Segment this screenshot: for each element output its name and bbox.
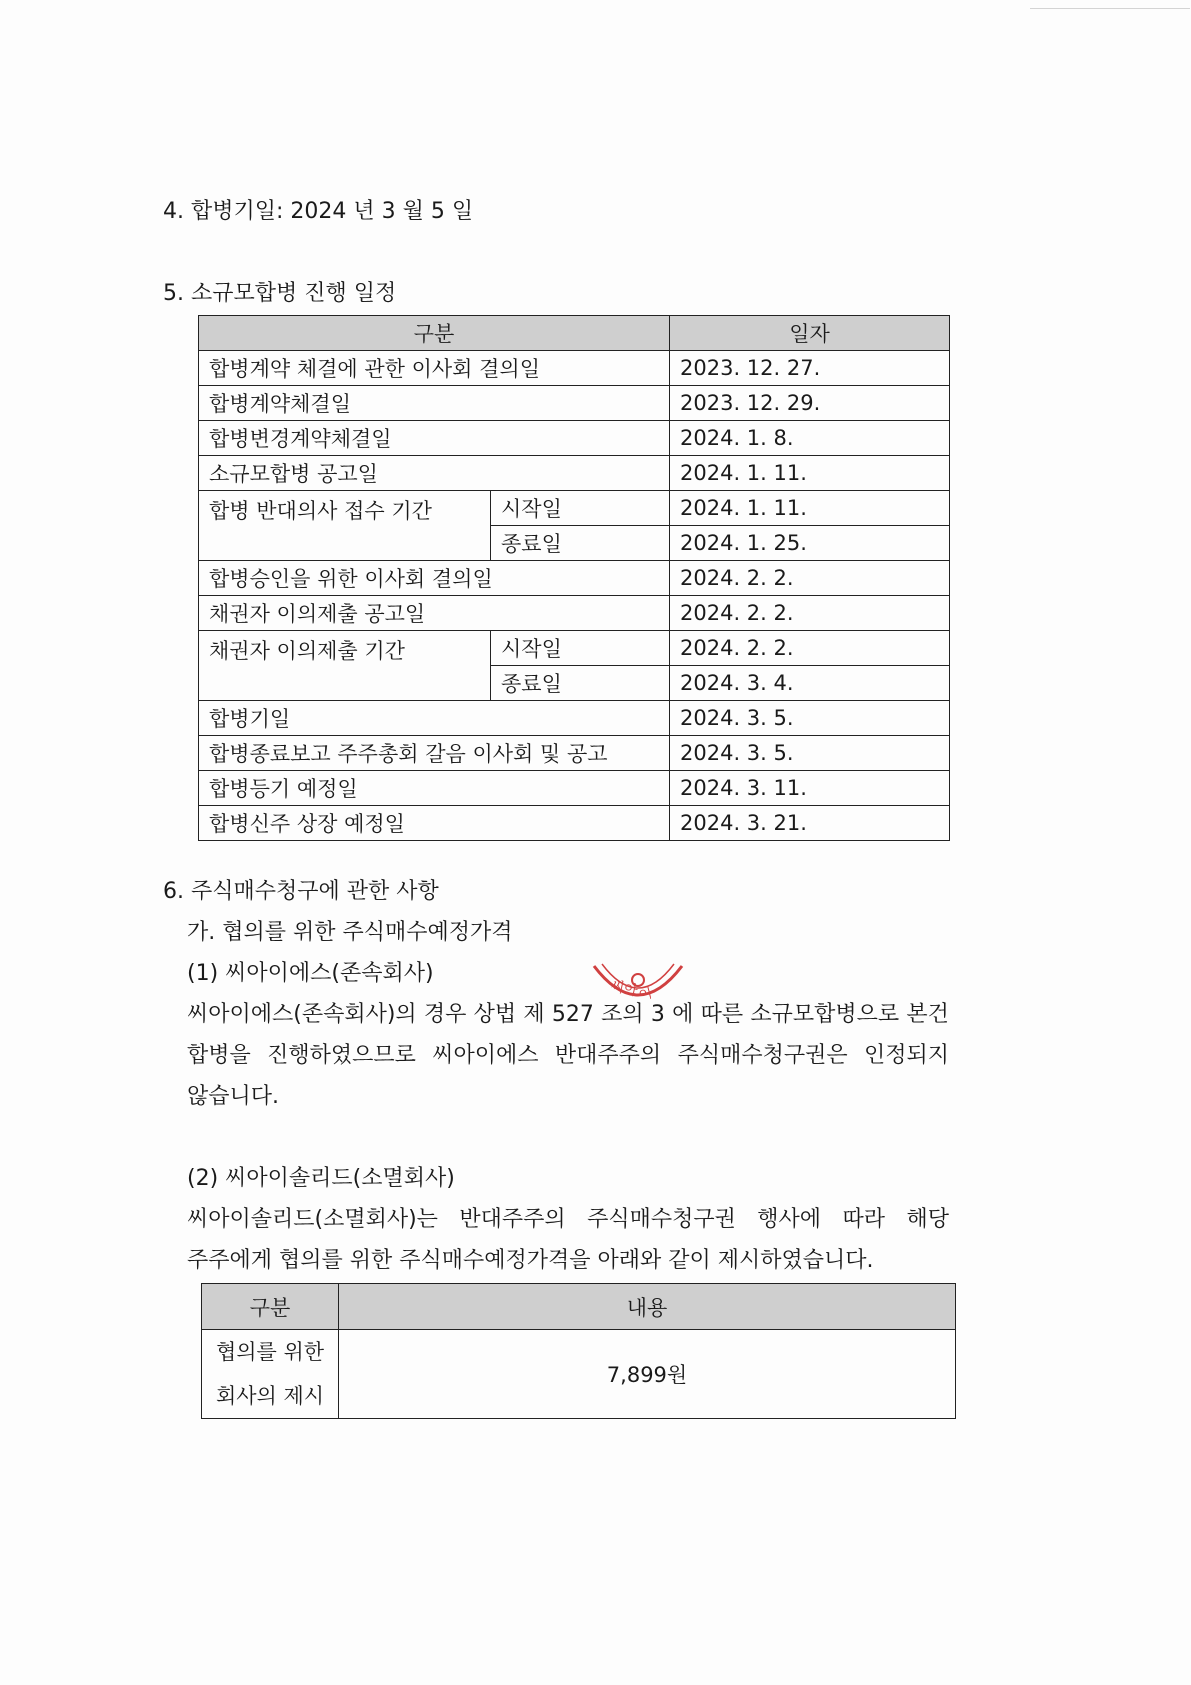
purchase-price-table	[201, 1283, 956, 1419]
paragraph-word: 인정되지	[863, 1043, 949, 1068]
schedule-item: 채권자 이의제출 기간	[199, 631, 491, 701]
paragraph-line	[187, 1041, 949, 1071]
table-row	[199, 736, 950, 771]
schedule-date: 2024. 2. 2.	[670, 561, 950, 596]
paragraph-word: 소규모합병으로	[750, 1002, 900, 1027]
price-label: 협의를 위한 회사의 제시	[202, 1330, 339, 1419]
schedule-date: 2024. 3. 4.	[670, 666, 950, 701]
merger-schedule-table	[198, 315, 950, 841]
paragraph-word: 행사에	[757, 1207, 822, 1232]
schedule-date: 2023. 12. 27.	[670, 351, 950, 386]
table-row	[199, 806, 950, 841]
schedule-item: 합병기일	[199, 701, 670, 736]
section-4-merger-date: 4. 합병기일: 2024 년 3 월 5 일	[163, 199, 474, 224]
paragraph-word: 에	[672, 1002, 694, 1027]
paragraph-word: 제	[523, 1002, 545, 1027]
paragraph-word: 해당	[906, 1207, 949, 1232]
price-value: 7,899원	[339, 1330, 956, 1419]
schedule-subitem: 종료일	[491, 526, 670, 561]
schedule-date: 2024. 2. 2.	[670, 596, 950, 631]
schedule-date: 2024. 1. 8.	[670, 421, 950, 456]
table-row	[199, 631, 950, 666]
paragraph-word: 씨아이에스	[432, 1043, 539, 1068]
svg-text:이: 이	[637, 985, 655, 1004]
scan-edge-line	[1030, 8, 1190, 9]
paragraph-word: 따른	[700, 1002, 744, 1027]
schedule-item: 합병 반대의사 접수 기간	[199, 491, 491, 561]
schedule-item: 합병계약체결일	[199, 386, 670, 421]
header-category: 구분	[199, 316, 670, 351]
section-6-heading: 6. 주식매수청구에 관한 사항	[163, 879, 439, 904]
table-row	[199, 421, 950, 456]
schedule-item: 채권자 이의제출 공고일	[199, 596, 670, 631]
table-row	[199, 386, 950, 421]
section-6a2-heading: (2) 씨아이솔리드(소멸회사)	[187, 1166, 455, 1191]
paragraph-word: 상법	[473, 1002, 517, 1027]
schedule-date: 2024. 1. 11.	[670, 456, 950, 491]
paragraph-word: 본건	[906, 1002, 949, 1027]
paragraph-word: 3	[650, 1002, 665, 1027]
schedule-item: 합병승인을 위한 이사회 결의일	[199, 561, 670, 596]
table-row	[199, 701, 950, 736]
schedule-subitem: 시작일	[491, 491, 670, 526]
table-row	[199, 491, 950, 526]
paragraph-word: 527	[551, 1002, 594, 1027]
schedule-item: 합병변경계약체결일	[199, 421, 670, 456]
paragraph-word: 주식매수청구권	[587, 1207, 736, 1232]
schedule-date: 2024. 3. 21.	[670, 806, 950, 841]
section-5-heading: 5. 소규모합병 진행 일정	[163, 281, 397, 306]
schedule-item: 합병등기 예정일	[199, 771, 670, 806]
schedule-item: 소규모합병 공고일	[199, 456, 670, 491]
table-row	[199, 771, 950, 806]
paragraph-word: 합병을	[187, 1043, 251, 1068]
schedule-date: 2024. 3. 5.	[670, 736, 950, 771]
paragraph-word: 따라	[842, 1207, 886, 1232]
paragraph-word: 씨아이솔리드(소멸회사)는	[187, 1207, 438, 1232]
paragraph-word: 경우	[423, 1002, 467, 1027]
svg-text:씨아: 씨아	[609, 978, 639, 1000]
header-content: 내용	[339, 1284, 956, 1330]
paragraph-line	[187, 1000, 949, 1030]
schedule-date: 2023. 12. 29.	[670, 386, 950, 421]
paragraph-word: 반대주주의	[459, 1207, 566, 1232]
schedule-item: 합병신주 상장 예정일	[199, 806, 670, 841]
schedule-date: 2024. 2. 2.	[670, 631, 950, 666]
header-category: 구분	[202, 1284, 339, 1330]
schedule-date: 2024. 3. 5.	[670, 701, 950, 736]
schedule-item: 합병종료보고 주주총회 갈음 이사회 및 공고	[199, 736, 670, 771]
paragraph-line: 주주에게 협의를 위한 주식매수예정가격을 아래와 같이 제시하였습니다.	[187, 1248, 874, 1273]
schedule-subitem: 종료일	[491, 666, 670, 701]
table-row	[199, 596, 950, 631]
schedule-item: 합병계약 체결에 관한 이사회 결의일	[199, 351, 670, 386]
section-6a1-heading: (1) 씨아이에스(존속회사)	[187, 961, 434, 986]
paragraph-word: 조의	[601, 1002, 644, 1027]
table-row	[199, 561, 950, 596]
table-row	[199, 351, 950, 386]
paragraph-word: 반대주주의	[554, 1043, 662, 1068]
paragraph-word: 주식매수청구권은	[677, 1043, 848, 1068]
header-date: 일자	[670, 316, 950, 351]
paragraph-word: 진행하였으므로	[267, 1043, 416, 1068]
paragraph-line: 않습니다.	[187, 1084, 280, 1109]
section-6a-heading: 가. 협의를 위한 주식매수예정가격	[187, 920, 513, 945]
table-header-row	[199, 316, 950, 351]
table-row	[199, 456, 950, 491]
schedule-subitem: 시작일	[491, 631, 670, 666]
schedule-date: 2024. 1. 11.	[670, 491, 950, 526]
paragraph-word: 씨아이에스(존속회사)의	[187, 1002, 417, 1027]
schedule-date: 2024. 1. 25.	[670, 526, 950, 561]
table-header-row	[202, 1284, 956, 1330]
paragraph-line	[187, 1205, 949, 1235]
table-row	[202, 1330, 956, 1419]
schedule-date: 2024. 3. 11.	[670, 771, 950, 806]
